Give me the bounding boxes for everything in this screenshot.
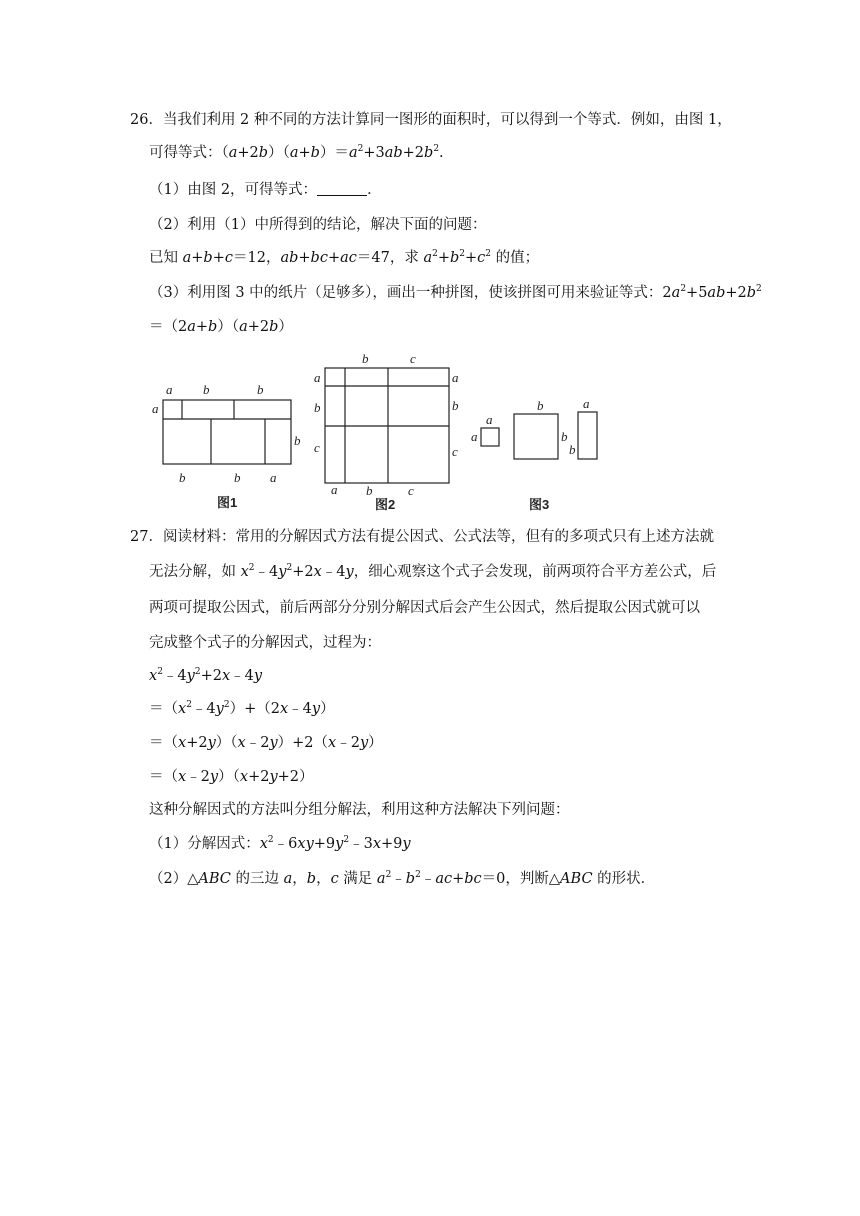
fig2-bottom-label: c xyxy=(408,483,414,498)
q26-intro-2-prefix: 可得等式： xyxy=(149,145,222,161)
derivation-step: ＝（x+2y）（x﹣2y）+2（x﹣2y） xyxy=(149,735,383,751)
fig2-bottom-label: b xyxy=(366,483,373,498)
q27-part2-a: （2）△ xyxy=(149,871,199,887)
q27-part2-b: 的三边 xyxy=(230,871,284,887)
fig1-outer-rect xyxy=(163,400,291,464)
q27-part2-c: 满足 xyxy=(338,871,377,887)
fig2-caption: 图2 xyxy=(375,497,396,512)
fig1-left-label: a xyxy=(152,401,159,416)
q27-line-1 xyxy=(130,527,714,547)
q26-part3-text: （3）利用图 3 中的纸片（足够多），画出一种拼图，使该拼图可用来验证等式： xyxy=(149,285,663,301)
given-products: ab+bc+ac＝47 xyxy=(280,250,390,266)
q26-example-equation: $(a+2b)(a+b)=a^2+3ab+2b^2$. xyxy=(221,144,444,161)
derivation-step: ＝（x﹣2y）（x+2y+2） xyxy=(149,769,314,785)
fig2-top-label: c xyxy=(410,351,416,366)
target-expression: $a^2+b^2+c^2$ xyxy=(423,249,492,266)
figure-3 xyxy=(471,396,597,512)
fig3-square-b xyxy=(514,414,558,459)
q26-given-mid: ， xyxy=(265,250,281,266)
q26-part3-equation: $2a^2+5ab+2b^2$ xyxy=(662,284,762,301)
q27-part2 xyxy=(149,869,655,889)
side-names: a，b，c xyxy=(283,871,339,887)
q26-part2 xyxy=(149,215,486,235)
fig3-square-a-label: a xyxy=(471,429,478,444)
fig2-top-label: b xyxy=(362,351,369,366)
q26-given xyxy=(149,248,539,268)
fig1-bottom-label: b xyxy=(234,470,241,485)
q27-p2-b: ，细心观察这个式子会发现，前两项符合平方差公式，后 xyxy=(353,564,717,580)
q26-given-prefix: 已知 xyxy=(149,250,183,266)
q27-method xyxy=(149,800,570,820)
fig2-left-label: a xyxy=(314,370,321,385)
q27-part1 xyxy=(149,834,411,854)
fig3-square-b-label: b xyxy=(537,398,544,413)
figure-2 xyxy=(314,351,459,512)
q26-number: 26． xyxy=(130,112,163,128)
fig3-caption: 图3 xyxy=(529,497,550,512)
q27-part2-d: ，判断△ xyxy=(505,871,561,887)
fig3-square-a-label: a xyxy=(486,412,493,427)
fig2-outer-square xyxy=(325,368,449,483)
example-polynomial: $x^2﹣4y^2+2x﹣4y$ xyxy=(240,563,354,580)
side-condition: $a^2﹣b^2﹣ac+bc=0$ xyxy=(376,870,506,887)
q26-intro-1: 当我们利用 2 种不同的方法计算同一图形的面积时，可以得到一个等式．例如，由图 1， xyxy=(162,112,732,128)
fig3-rect-label: a xyxy=(583,396,590,411)
q26-part2-text: （2）利用（1）中所得到的结论，解决下面的问题： xyxy=(149,217,487,233)
q27-p3: 两项可提取公因式，前后两部分分别分解因式后会产生公因式，然后提取公因式就可以 xyxy=(149,600,700,616)
fig2-left-label: c xyxy=(314,440,320,455)
q27-part2-e: 的形状． xyxy=(592,871,656,887)
fig2-right-label: c xyxy=(452,444,458,459)
fig3-rect-label: b xyxy=(569,442,576,457)
q26-part1-prefix: （1）由图 2，可得等式： xyxy=(149,182,318,198)
q27-line-2 xyxy=(149,562,716,582)
q27-p4: 完成整个式子的分解因式，过程为： xyxy=(149,635,381,651)
q26-part3-rhs: ＝（2a+b）（a+2b） xyxy=(149,319,293,335)
q27-part1-prefix: （1）分解因式： xyxy=(149,836,260,852)
fig2-right-label: b xyxy=(452,398,459,413)
q26-line-2 xyxy=(149,143,444,163)
derivation-step: $x^2﹣4y^2+2x﹣4y$ xyxy=(149,667,263,684)
fig3-square-b-label: b xyxy=(561,429,568,444)
q26-part1-suffix: ． xyxy=(367,182,382,198)
fig2-left-label: b xyxy=(314,400,321,415)
q26-part1 xyxy=(149,180,382,200)
derivation-step: $=(x^2﹣4y^2)+(2x﹣4y)$ xyxy=(149,700,335,717)
q26-given-end: 的值； xyxy=(491,250,540,266)
fig2-bottom-label: a xyxy=(331,482,338,497)
fig1-top-label: b xyxy=(203,382,210,397)
q26-line-1 xyxy=(130,110,732,130)
q27-method-text: 这种分解因式的方法叫分组分解法，利用这种方法解决下列问题： xyxy=(149,802,570,818)
q27-line-4 xyxy=(149,633,381,653)
q27-p1: 阅读材料：常用的分解因式方法有提公因式、公式法等，但有的多项式只有上述方法就 xyxy=(162,529,714,545)
q27-line-3 xyxy=(149,598,700,618)
given-sum: a+b+c＝12 xyxy=(182,250,266,266)
figure-1 xyxy=(152,382,301,510)
q27-p2-a: 无法分解，如 xyxy=(149,564,241,580)
q26-given-ask: ，求 xyxy=(389,250,424,266)
fig3-square-a xyxy=(481,428,499,446)
fig1-top-label: b xyxy=(257,382,264,397)
fig1-bottom-label: b xyxy=(179,470,186,485)
answer-blank xyxy=(317,181,367,196)
q27-number: 27． xyxy=(130,529,163,545)
triangle-name: ABC xyxy=(560,871,593,887)
triangle-name: ABC xyxy=(198,871,231,887)
fig1-top-label: a xyxy=(166,382,173,397)
fig1-bottom-label: a xyxy=(270,470,277,485)
fig1-right-label: b xyxy=(294,433,301,448)
fig3-rect-ab xyxy=(578,412,597,459)
fig1-caption: 图1 xyxy=(217,495,238,510)
q27-part1-polynomial: $x^2﹣6xy+9y^2﹣3x+9y$ xyxy=(259,835,411,852)
q26-part3 xyxy=(149,283,762,303)
q26-part3-line-2 xyxy=(149,317,293,337)
fig2-right-label: a xyxy=(452,370,459,385)
